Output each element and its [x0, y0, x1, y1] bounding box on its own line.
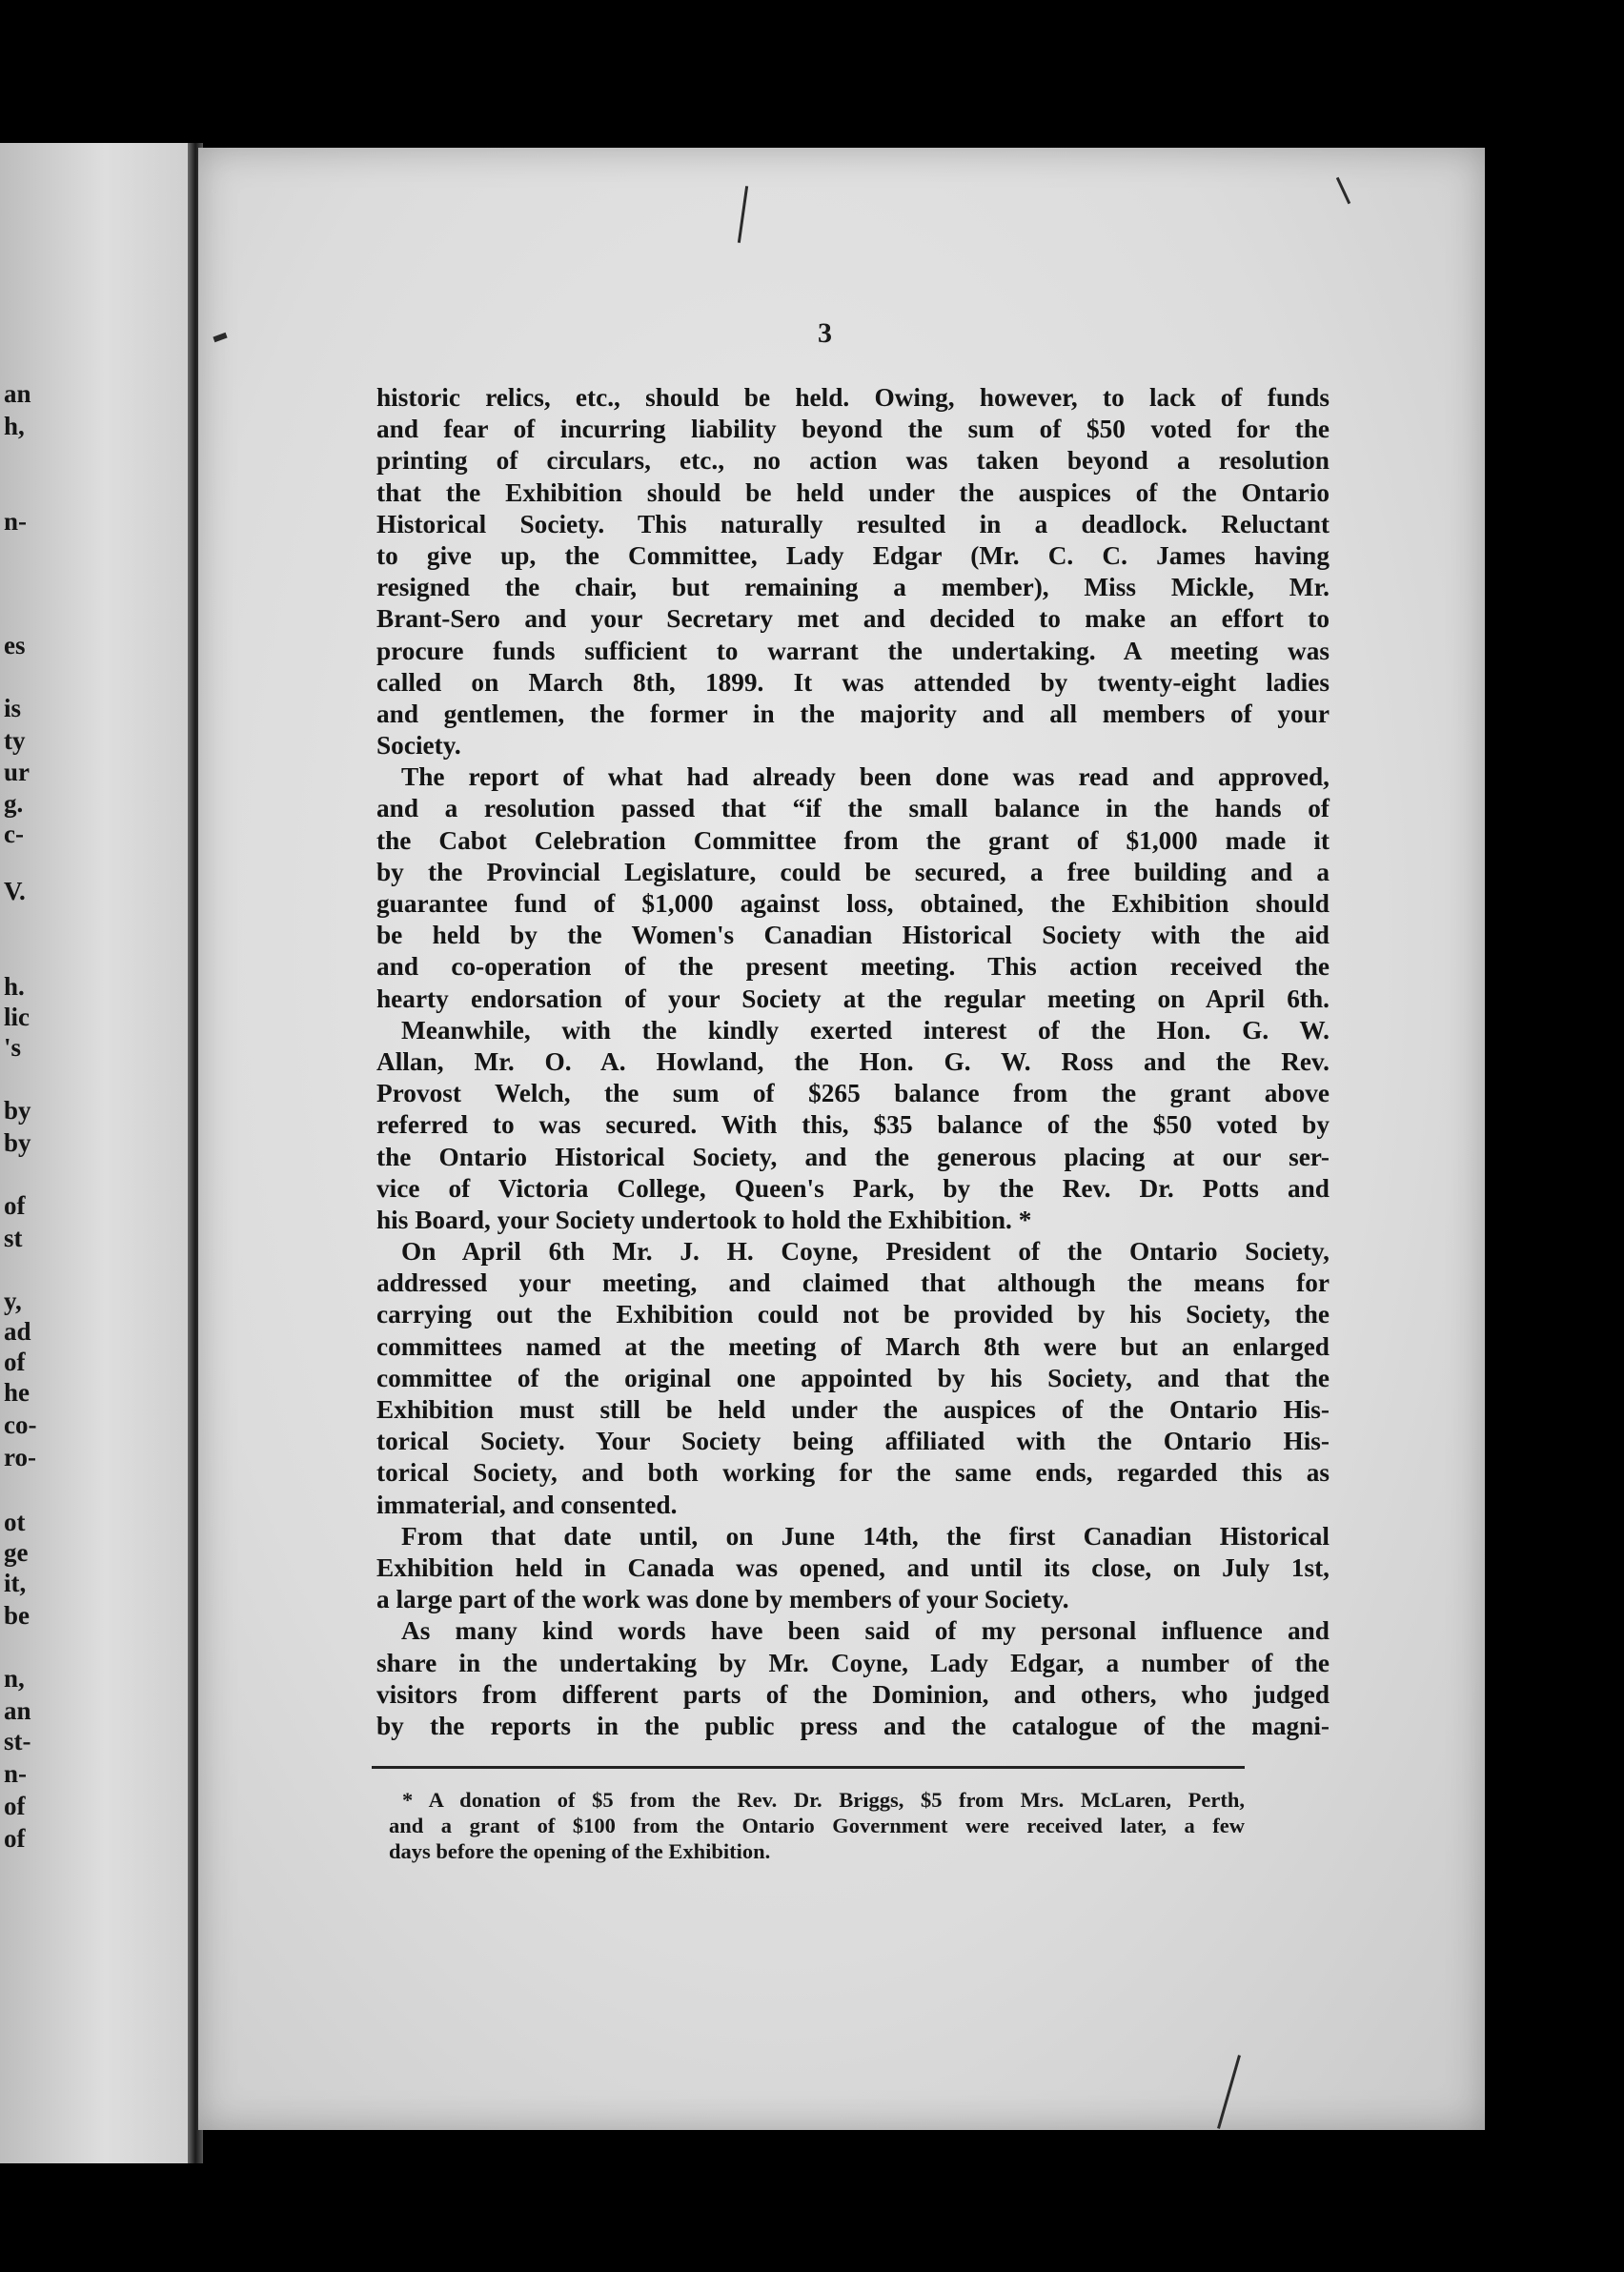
text-line: guarantee fund of $1,000 against loss, obtained, the Exhibition should [376, 889, 1330, 918]
left-page-fragment: by [4, 1096, 31, 1125]
text-line: Exhibition held in Canada was opened, and until its close, on July 1st, [376, 1552, 1330, 1582]
text-line: Provost Welch, the sum of $265 balance from the grant above [376, 1079, 1330, 1108]
left-page-fragment: n, [4, 1664, 25, 1693]
text-line: that the Exhibition should be held under the auspices of the Ontario [376, 477, 1330, 507]
scan-speck [213, 333, 227, 342]
text-line: Brant-Sero and your Secretary met and decided to make an effort to [376, 604, 1330, 634]
text-line: a large part of the work was done by members of your Society. [376, 1585, 1069, 1614]
footnote-line: and a grant of $100 from the Ontario Government were received later, a few [389, 1814, 1245, 1837]
text-line: hearty endorsation of your Society at the regular meeting on April 6th. [376, 984, 1330, 1013]
text-line: committee of the original one appointed by his Society, and that the [376, 1363, 1330, 1392]
text-line: visitors from different parts of the Dominion, and others, who judged [376, 1679, 1330, 1709]
text-line: and co-operation of the present meeting. This action received the [376, 952, 1330, 982]
text-line: On April 6th Mr. J. H. Coyne, President of the Ontario Society, [401, 1237, 1330, 1267]
left-page-fragment: ad [4, 1317, 31, 1346]
left-page-fragment: it, [4, 1569, 27, 1597]
left-page-fragment: y, [4, 1287, 22, 1315]
left-page-fragment: an [4, 1696, 31, 1725]
text-line: immaterial, and consented. [376, 1490, 678, 1519]
text-line: torical Society, and both working for the same ends, regarded this as [376, 1458, 1330, 1488]
text-line: the Ontario Historical Society, and the generous placing at our ser- [376, 1142, 1330, 1171]
text-line: vice of Victoria College, Queen's Park, by the Rev. Dr. Potts and [376, 1173, 1330, 1203]
left-page-fragment: 's [4, 1033, 22, 1062]
text-line: torical Society. Your Society being affiliated with the Ontario His- [376, 1427, 1330, 1456]
left-page-fragment: co- [4, 1410, 37, 1439]
left-page-fragment: by [4, 1128, 31, 1157]
text-line: committees named at the meeting of March 8th were but an enlarged [376, 1331, 1330, 1361]
text-line: to give up, the Committee, Lady Edgar (Mr. C. C. James having [376, 540, 1330, 570]
text-line: carrying out the Exhibition could not be provided by his Society, the [376, 1300, 1330, 1329]
left-page-fragment: h. [4, 972, 25, 1001]
text-line: share in the undertaking by Mr. Coyne, Lady Edgar, a number of the [376, 1648, 1330, 1677]
text-line: resigned the chair, but remaining a member), Miss Mickle, Mr. [376, 573, 1330, 602]
footnote-line: * A donation of $5 from the Rev. Dr. Briggs, $5 from Mrs. McLaren, Perth, [402, 1788, 1245, 1812]
text-line: and fear of incurring liability beyond the sum of $50 voted for the [376, 415, 1330, 444]
left-page-fragment: n- [4, 1759, 28, 1788]
footnote-line: days before the opening of the Exhibition. [389, 1839, 771, 1863]
left-page-fragment: lic [4, 1003, 30, 1031]
left-page-fragment: st [4, 1224, 23, 1252]
text-line: referred to was secured. With this, $35 balance of the $50 voted by [376, 1110, 1330, 1140]
text-line: Historical Society. This naturally resulted in a deadlock. Reluctant [376, 509, 1330, 538]
footnote [389, 1787, 1245, 1864]
left-page-fragment: ur [4, 758, 30, 786]
left-page-fragment: c- [4, 820, 24, 848]
left-page-fragment: of [4, 1824, 26, 1853]
left-page-fragment: is [4, 694, 22, 722]
left-facing-page [0, 143, 191, 2163]
left-page-fragment: st- [4, 1727, 31, 1755]
text-line: addressed your meeting, and claimed that although the means for [376, 1268, 1330, 1298]
text-line: printing of circulars, etc., no action was taken beyond a resolution [376, 446, 1330, 476]
footnote-rule [372, 1766, 1245, 1769]
left-page-fragment: of [4, 1792, 26, 1820]
left-page-fragment: ty [4, 726, 26, 755]
left-page-fragment: n- [4, 507, 28, 536]
text-line: by the Provincial Legislature, could be secured, a free building and a [376, 857, 1330, 886]
text-line: As many kind words have been said of my personal influence and [401, 1616, 1330, 1646]
text-line: and gentlemen, the former in the majority and all members of your [376, 699, 1330, 728]
text-line: called on March 8th, 1899. It was attended by twenty-eight ladies [376, 667, 1330, 697]
scan-speck [738, 186, 748, 243]
text-line: Society. [376, 731, 461, 761]
left-page-fragment: es [4, 631, 26, 659]
left-page-fragment: ro- [4, 1443, 36, 1471]
left-page-fragment: an [4, 379, 31, 408]
text-line: by the reports in the public press and the catalogue of the magni- [376, 1711, 1330, 1740]
left-page-fragment: g. [4, 789, 24, 818]
left-page-fragment: h, [4, 412, 25, 440]
text-line: The report of what had already been done was read and approved, [401, 762, 1330, 792]
left-page-fragment: of [4, 1191, 26, 1220]
left-page-fragment: ot [4, 1508, 26, 1536]
document-page [198, 148, 1485, 2130]
left-page-fragment: V. [4, 877, 26, 905]
scan-speck [1336, 177, 1350, 204]
left-page-fragment: of [4, 1348, 26, 1376]
text-line: Exhibition must still be held under the auspices of the Ontario His- [376, 1395, 1330, 1424]
text-line: his Board, your Society undertook to hold the Exhibition. * [376, 1205, 1032, 1234]
text-line: procure funds sufficient to warrant the undertaking. A meeting was [376, 636, 1330, 665]
text-line: Meanwhile, with the kindly exerted interest of the Hon. G. W. [401, 1015, 1330, 1045]
left-page-fragment: be [4, 1601, 30, 1630]
text-line: From that date until, on June 14th, the first Canadian Historical [401, 1521, 1330, 1551]
left-page-fragment: ge [4, 1538, 29, 1567]
text-line: Allan, Mr. O. A. Howland, the Hon. G. W. Ross and the Rev. [376, 1046, 1330, 1076]
text-line: and a resolution passed that “if the small balance in the hands of [376, 794, 1330, 823]
left-page-fragment: he [4, 1378, 30, 1407]
scan-speck [1217, 2055, 1241, 2129]
body-text [376, 382, 1330, 1742]
page-number: 3 [818, 317, 832, 349]
text-line: the Cabot Celebration Committee from the grant of $1,000 made it [376, 825, 1330, 855]
text-line: historic relics, etc., should be held. Owing, however, to lack of funds [376, 383, 1330, 412]
text-line: be held by the Women's Canadian Historical Society with the aid [376, 921, 1330, 950]
